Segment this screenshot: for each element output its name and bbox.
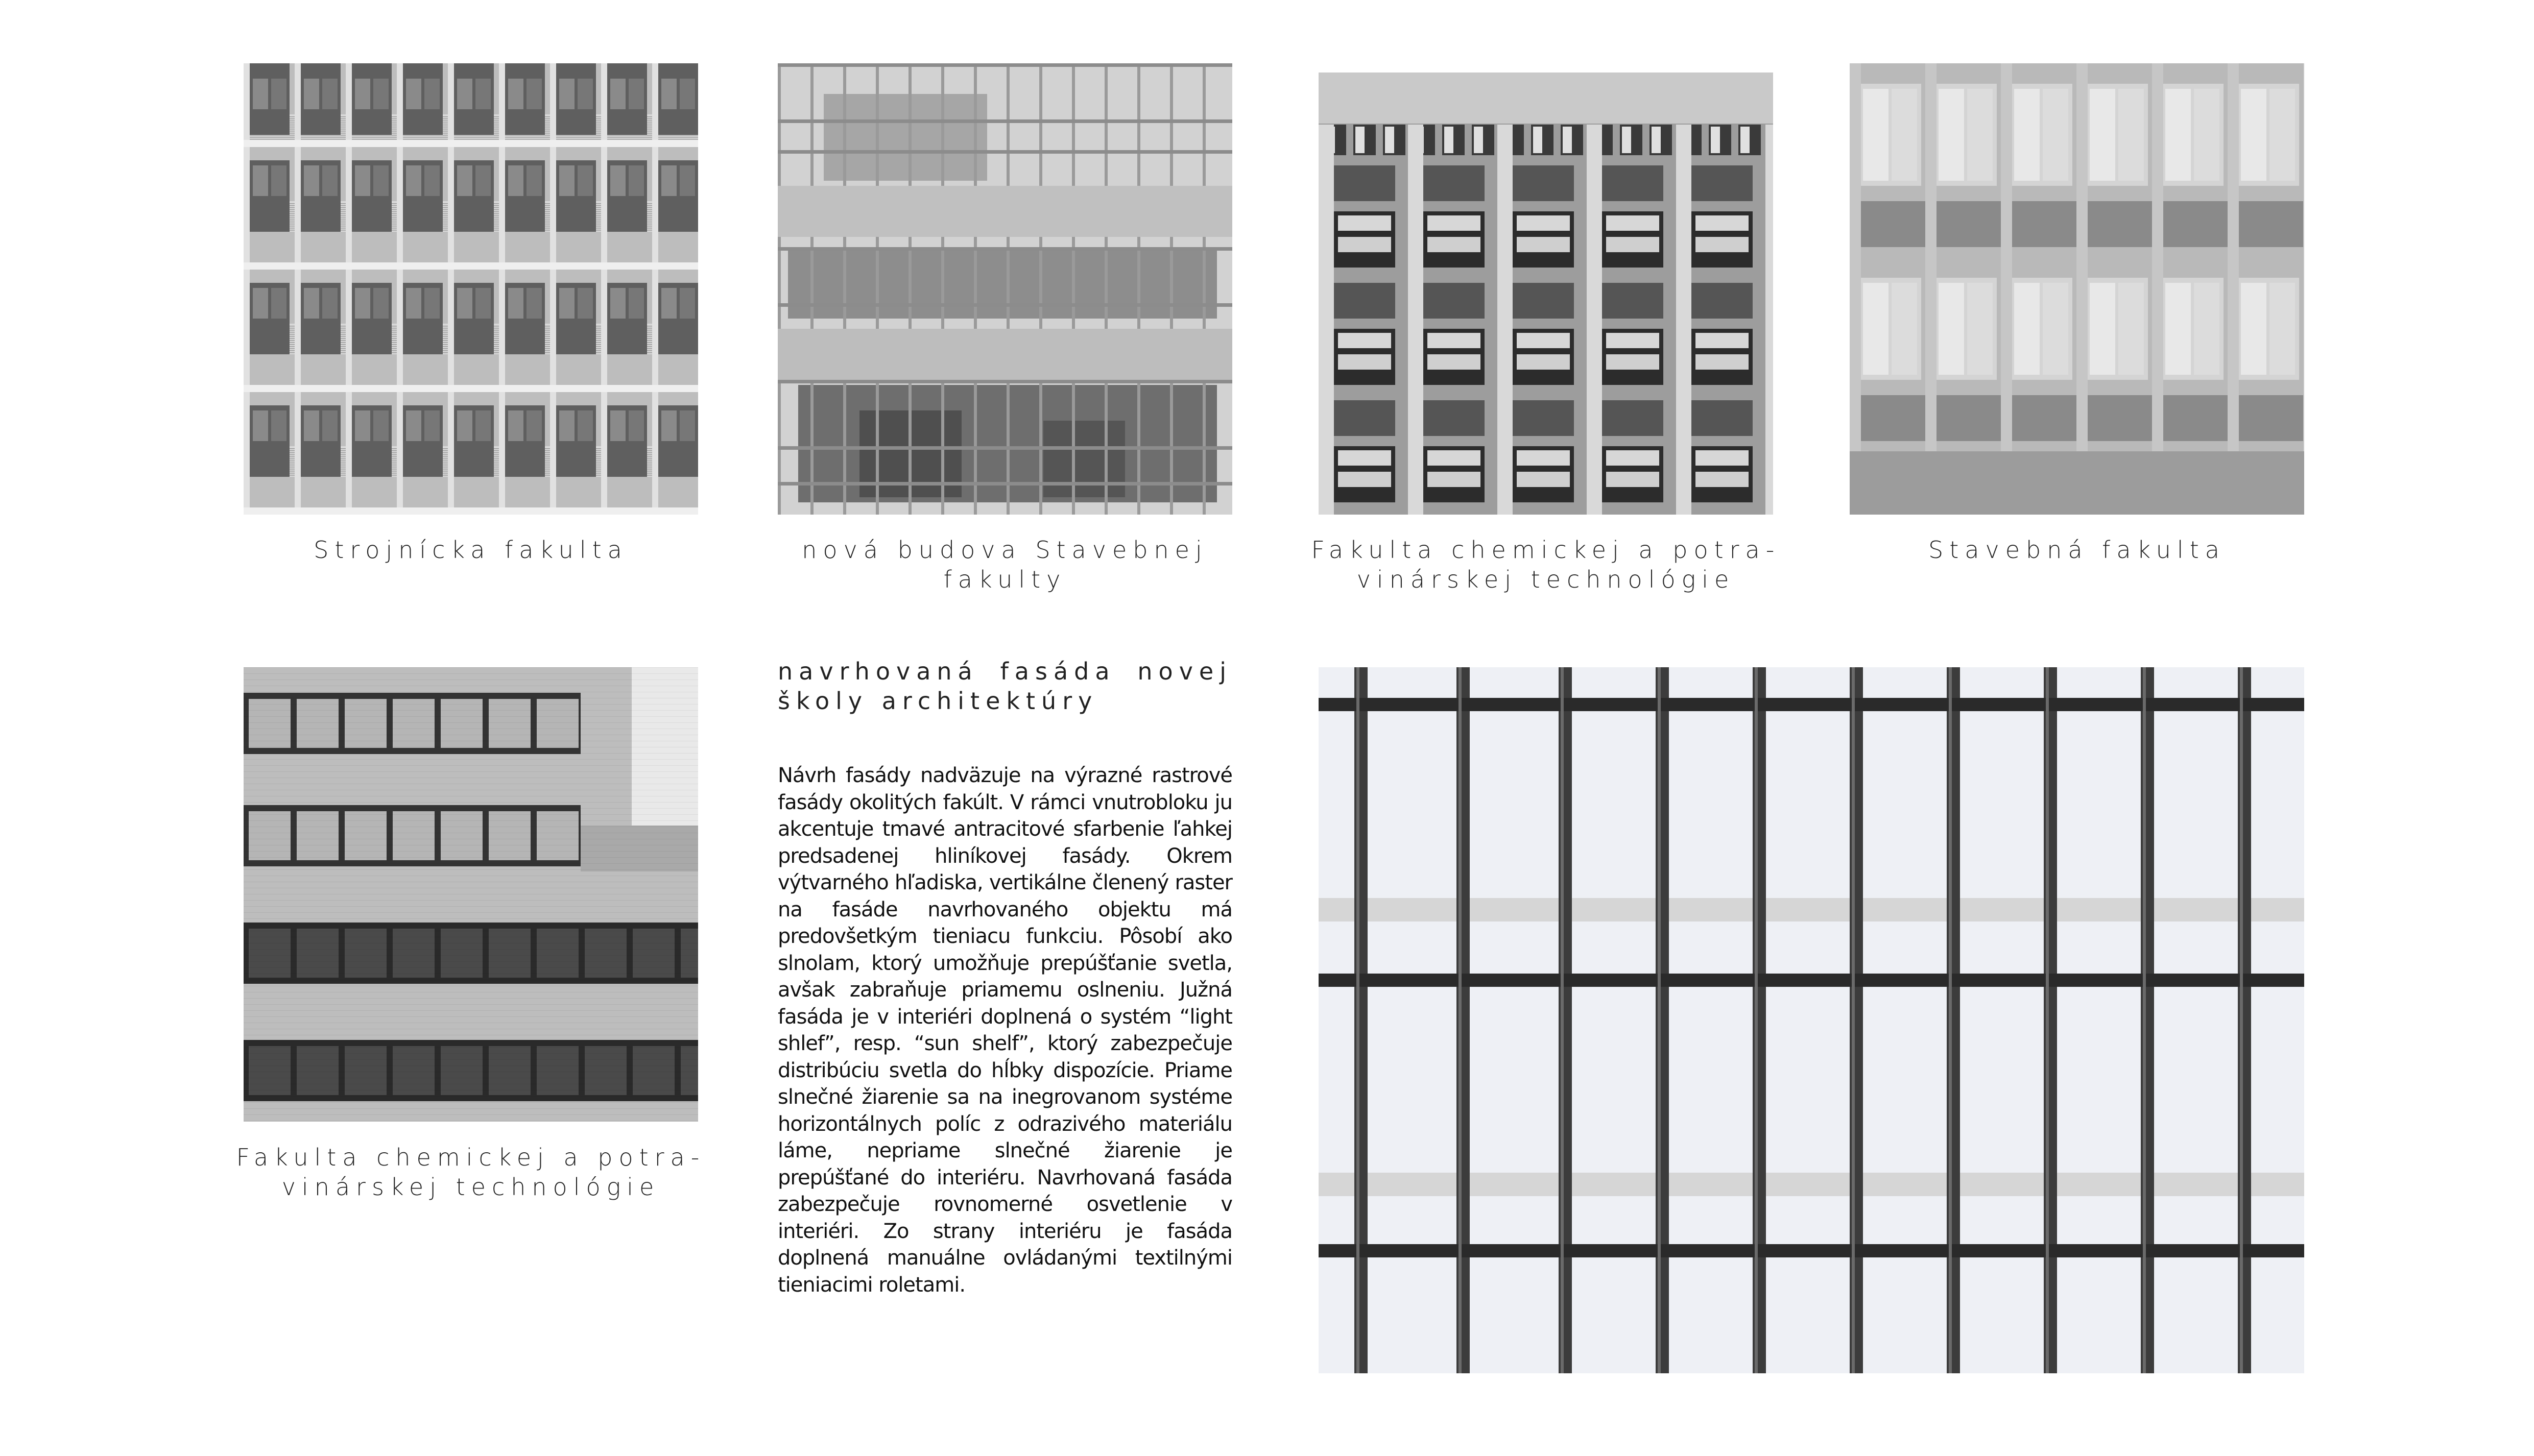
caption-stavebna-fakulta: Stavebná fakulta: [1928, 536, 2226, 564]
caption-nova-budova-stavebnej-fakulty: nová budova Stavebnej fakulty: [802, 536, 1208, 593]
caption-strojnicka-fakulta: Strojnícka fakulta: [314, 536, 628, 564]
caption-fakulta-chemickej-2: Fakulta chemickej a potra-vinárskej technológie: [236, 1144, 706, 1201]
caption-fakulta-chemickej-1: Fakulta chemickej a potra-vinárskej technológie: [1311, 536, 1781, 593]
photo-stavebna-fakulta: [1850, 63, 2304, 515]
photo-nova-budova-stavebnej-fakulty: [778, 63, 1232, 515]
photo-fakulta-chemickej-2: [244, 667, 698, 1122]
photo-fakulta-chemickej-1: [1319, 63, 1773, 515]
facade-render: [1319, 667, 2304, 1373]
section-heading: navrhovaná fasáda novej školy architektúry: [778, 658, 1232, 715]
section-body: Návrh fasády nadväzuje na výrazné rastrové fasády okolitých fakúlt. V rámci vnutrobloku ju akcentuje tmavé antracitové sfarbenie ľahkej predsadenej hliníkovej fasády. Okrem výtvarného hľadiska, vertikálne členený raster na fasáde navrhovaného objektu má predovšetkým tieniacu funkciu. Pôsobí ako slnolam, ktorý umožňuje prepúšťanie svetla, avšak zabraňuje priamemu oslneniu. Južná fasáda je v interiéri doplnená o systém “light shlef”, resp. “sun shelf”, ktorý zabezpečuje distribúciu svetla do hĺbky dispozície. Priame slnečné žiarenie sa na inegrovanom systéme horizontálnych políc z odrazivého materiálu láme, nepriame slnečné žiarenie je prepúšťané do interiéru. Navrhovaná fasáda zabezpečuje rovnomerné osvetlenie v interiéri. Zo strany interiéru je fasáda doplnená manuálne ovládanými textilnými tieniacimi roletami.: [778, 764, 1232, 1297]
photo-strojnicka-fakulta: [244, 63, 698, 515]
